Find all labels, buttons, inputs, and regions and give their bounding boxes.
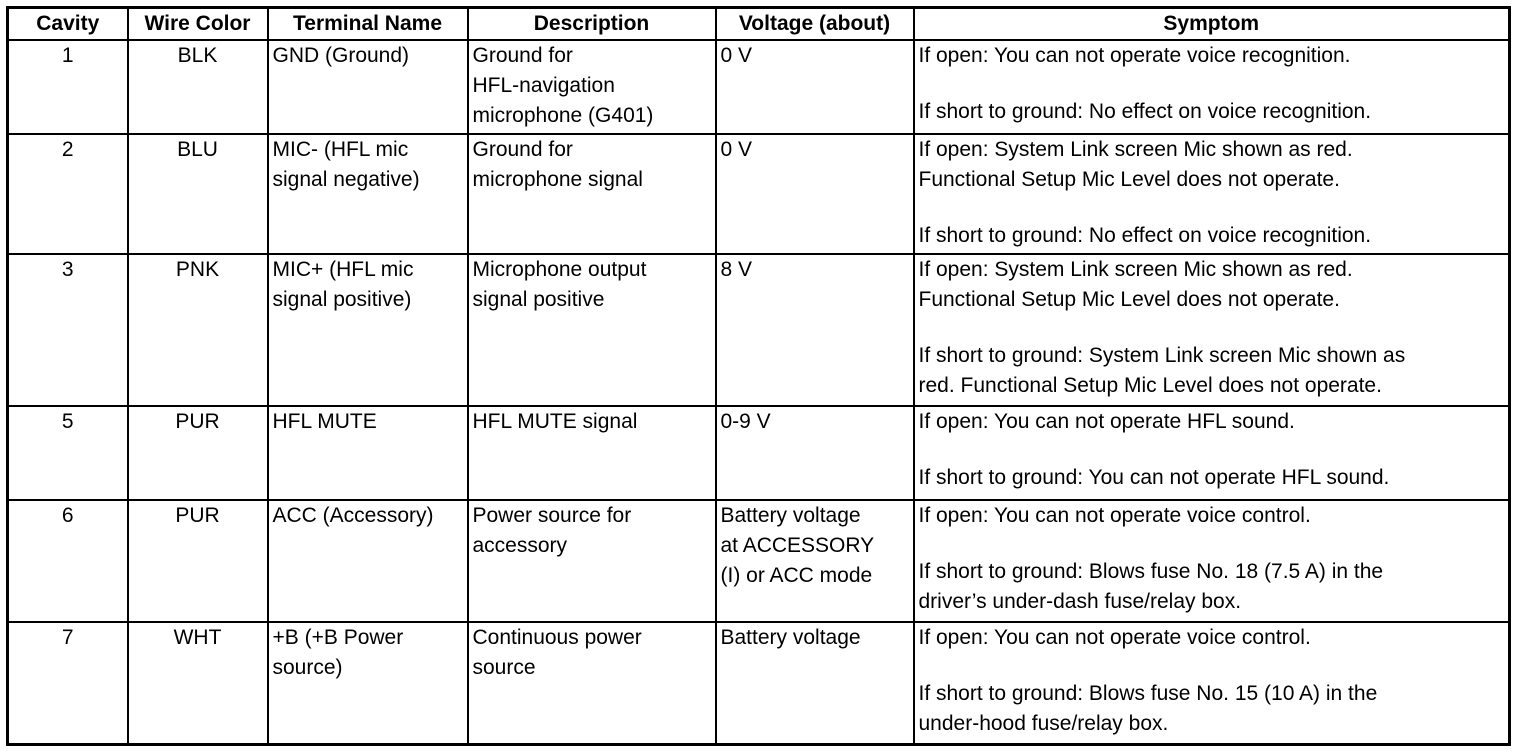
symptom-short-line: If short to ground: No effect on voice recognition.: [918, 100, 1372, 123]
cell-terminal-name: [268, 134, 468, 254]
description-line: microphone signal: [472, 168, 643, 191]
cell-cavity: 6: [8, 500, 128, 622]
table-row: [8, 622, 1510, 744]
description-line: Microphone output: [472, 258, 647, 281]
cell-symptom: [914, 134, 1510, 254]
cell-cavity: 1: [8, 40, 128, 134]
cell-cavity: 2: [8, 134, 128, 254]
cell-symptom: [914, 254, 1510, 406]
cell-description: [468, 134, 716, 254]
cell-terminal-name: [268, 40, 468, 134]
symptom-gap: [919, 653, 1509, 679]
cell-cavity: 7: [8, 622, 128, 744]
voltage-line: 0 V: [720, 44, 753, 67]
cell-voltage: [716, 134, 914, 254]
symptom-open-line: Functional Setup Mic Level does not operate.: [918, 168, 1340, 191]
cell-description: [468, 622, 716, 744]
symptom-short-line: under-hood fuse/relay box.: [918, 712, 1169, 735]
cell-wire-color: BLU: [128, 134, 268, 254]
terminal-name-line: HFL MUTE: [272, 410, 377, 433]
cell-symptom: [914, 406, 1510, 500]
connector-table-wrapper: [6, 6, 1511, 746]
cell-cavity: 3: [8, 254, 128, 406]
cell-terminal-name: [268, 500, 468, 622]
header-wire-color: Wire Color: [128, 8, 268, 41]
symptom-short-line: red. Functional Setup Mic Level does not operate.: [918, 374, 1382, 397]
table-row: [8, 406, 1510, 500]
symptom-gap: [919, 437, 1509, 463]
cell-wire-color: PUR: [128, 406, 268, 500]
cell-symptom: [914, 622, 1510, 744]
terminal-name-line: signal negative): [272, 168, 420, 191]
cell-description: [468, 406, 716, 500]
symptom-gap: [919, 531, 1509, 557]
header-voltage: Voltage (about): [716, 8, 914, 41]
symptom-short-line: If short to ground: Blows fuse No. 18 (7.5 A) in the: [918, 560, 1384, 583]
cell-description: [468, 500, 716, 622]
terminal-name-line: signal positive): [272, 288, 412, 311]
table-body: [8, 40, 1510, 744]
voltage-line: (I) or ACC mode: [720, 564, 873, 587]
cell-terminal-name: [268, 406, 468, 500]
header-terminal-name: Terminal Name: [268, 8, 468, 41]
symptom-open-line: Functional Setup Mic Level does not operate.: [918, 288, 1340, 311]
symptom-open-line: If open: You can not operate voice control.: [918, 626, 1311, 649]
connector-table: [6, 6, 1511, 746]
symptom-short-line: If short to ground: No effect on voice recognition.: [918, 224, 1372, 247]
voltage-line: at ACCESSORY: [720, 534, 875, 557]
symptom-gap: [919, 195, 1509, 221]
table-header-row: [8, 8, 1510, 41]
cell-voltage: [716, 500, 914, 622]
terminal-name-line: ACC (Accessory): [272, 504, 434, 527]
description-line: HFL MUTE signal: [472, 410, 638, 433]
cell-wire-color: BLK: [128, 40, 268, 134]
cell-voltage: [716, 40, 914, 134]
description-line: microphone (G401): [472, 104, 654, 127]
description-line: Ground for: [472, 138, 573, 161]
symptom-short-line: If short to ground: Blows fuse No. 15 (10 A) in the: [918, 682, 1378, 705]
cell-description: [468, 40, 716, 134]
header-description: Description: [468, 8, 716, 41]
cell-voltage: [716, 622, 914, 744]
description-line: Power source for: [472, 504, 632, 527]
table-row: [8, 254, 1510, 406]
voltage-line: 8 V: [720, 258, 753, 281]
table-row: [8, 40, 1510, 134]
cell-symptom: [914, 40, 1510, 134]
cell-terminal-name: [268, 622, 468, 744]
symptom-open-line: If open: You can not operate voice control.: [918, 504, 1311, 527]
symptom-gap: [919, 71, 1509, 97]
cell-description: [468, 254, 716, 406]
description-line: Ground for: [472, 44, 573, 67]
terminal-name-line: MIC- (HFL mic: [272, 138, 409, 161]
symptom-open-line: If open: System Link screen Mic shown as red.: [918, 138, 1353, 161]
cell-wire-color: PUR: [128, 500, 268, 622]
symptom-open-line: If open: System Link screen Mic shown as red.: [918, 258, 1353, 281]
header-cavity: Cavity: [8, 8, 128, 41]
symptom-short-line: If short to ground: You can not operate HFL sound.: [918, 466, 1390, 489]
symptom-open-line: If open: You can not operate HFL sound.: [918, 410, 1295, 433]
voltage-line: 0 V: [720, 138, 753, 161]
voltage-line: Battery voltage: [720, 626, 861, 649]
cell-cavity: 5: [8, 406, 128, 500]
voltage-line: Battery voltage: [720, 504, 861, 527]
table-row: [8, 134, 1510, 254]
description-line: HFL-navigation: [472, 74, 615, 97]
cell-symptom: [914, 500, 1510, 622]
terminal-name-line: source): [272, 656, 343, 679]
symptom-short-line: driver’s under-dash fuse/relay box.: [918, 590, 1242, 613]
terminal-name-line: GND (Ground): [272, 44, 410, 67]
cell-wire-color: WHT: [128, 622, 268, 744]
table-row: [8, 500, 1510, 622]
cell-terminal-name: [268, 254, 468, 406]
description-line: Continuous power: [472, 626, 642, 649]
description-line: source: [472, 656, 536, 679]
terminal-name-line: +B (+B Power: [272, 626, 404, 649]
description-line: signal positive: [472, 288, 605, 311]
symptom-open-line: If open: You can not operate voice recognition.: [918, 44, 1351, 67]
description-line: accessory: [472, 534, 568, 557]
voltage-line: 0-9 V: [720, 410, 771, 433]
cell-voltage: [716, 406, 914, 500]
symptom-short-line: If short to ground: System Link screen Mic shown as: [918, 344, 1406, 367]
terminal-name-line: MIC+ (HFL mic: [272, 258, 414, 281]
symptom-gap: [919, 315, 1509, 341]
header-symptom: Symptom: [914, 8, 1510, 41]
cell-voltage: [716, 254, 914, 406]
cell-wire-color: PNK: [128, 254, 268, 406]
